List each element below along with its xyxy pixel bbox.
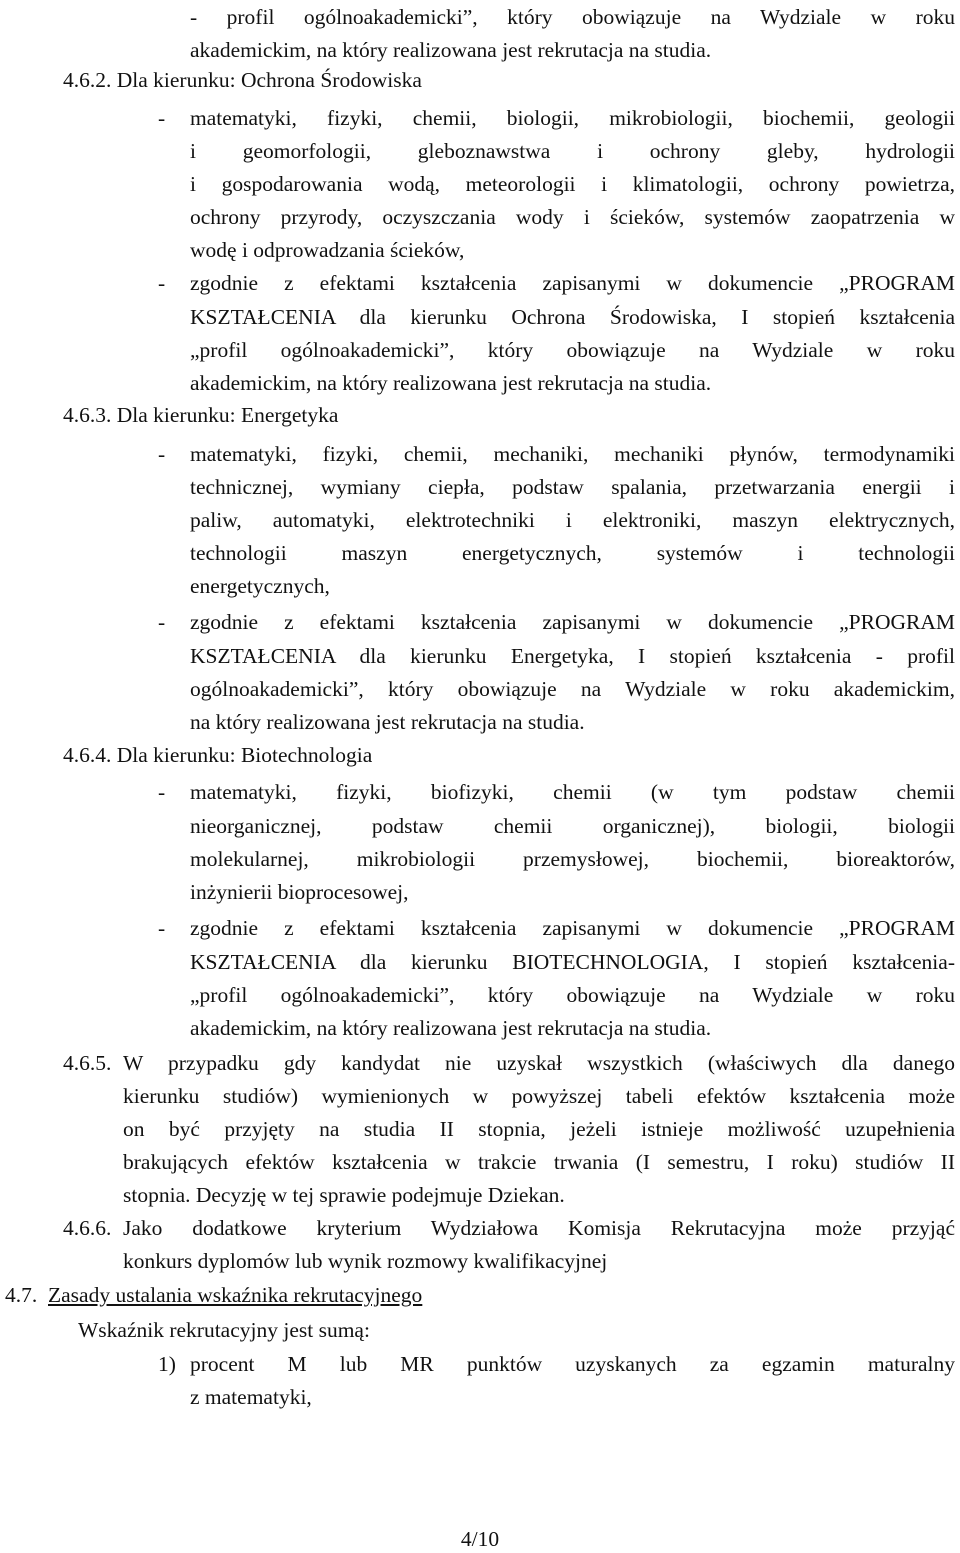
paragraph-number: 4.6.6. [63,1216,112,1240]
text-line: procent M lub MR punktów uzyskanych za egzamin maturalny [190,1352,955,1376]
text-line: konkurs dyplomów lub wynik rozmowy kwalifikacyjnej [123,1249,608,1273]
text-line: ochrony przyrody, oczyszczania wody i ścieków, systemów zaopatrzenia w [190,205,955,229]
section-number: 4.7. [5,1283,38,1307]
text-line: stopnia. Decyzję w tej sprawie podejmuje Dziekan. [123,1183,565,1207]
text-line: nieorganicznej, podstaw chemii organicznej), biologii, biologii [190,814,955,838]
text-line: „profil ogólnoakademicki”, który obowiązuje na Wydziale w roku [190,983,955,1007]
list-number: 1) [158,1352,176,1376]
text-line: na który realizowana jest rekrutacja na studia. [190,710,585,734]
text-line: brakujących efektów kształcenia w trakcie trwania (I semestru, I roku) studiów II [123,1150,955,1174]
list-bullet: - [158,780,166,804]
text-line: akademickim, na który realizowana jest rekrutacja na studia. [190,1016,712,1040]
text-line: Jako dodatkowe kryterium Wydziałowa Komisja Rekrutacyjna może przyjąć [123,1216,955,1240]
text-line: technicznej, wymiany ciepła, podstaw spalania, przetwarzania energii i [190,475,955,499]
text-line: akademickim, na który realizowana jest rekrutacja na studia. [190,371,712,395]
list-bullet: - [158,610,166,634]
text-line: KSZTAŁCENIA dla kierunku Energetyka, I stopień kształcenia - profil [190,644,955,668]
text-line: „profil ogólnoakademicki”, który obowiązuje na Wydziale w roku [190,338,955,362]
text-line: akademickim, na który realizowana jest rekrutacja na studia. [190,38,712,62]
text-line: zgodnie z efektami kształcenia zapisanymi w dokumencie „PROGRAM [190,271,955,295]
text-line: matematyki, fizyki, chemii, mechaniki, mechaniki płynów, termodynamiki [190,442,955,466]
text-line: wodę i odprowadzania ścieków, [190,238,465,262]
list-bullet: - [158,106,166,130]
text-line: i geomorfologii, gleboznawstwa i ochrony gleby, hydrologii [190,139,955,163]
list-bullet: - [158,271,166,295]
text-line: on być przyjęty na studia II stopnia, jeżeli istnieje możliwość uzupełnienia [123,1117,955,1141]
text-line: W przypadku gdy kandydat nie uzyskał wszystkich (właściwych dla danego [123,1051,955,1075]
text-line: energetycznych, [190,574,330,598]
text-line: paliw, automatyki, elektrotechniki i elektroniki, maszyn elektrycznych, [190,508,955,532]
text-line: - profil ogólnoakademicki”, który obowiązuje na Wydziale w roku [190,5,955,29]
text-line: matematyki, fizyki, chemii, biologii, mikrobiologii, biochemii, geologii [190,106,955,130]
paragraph-number: 4.6.5. [63,1051,112,1075]
section-title: Zasady ustalania wskaźnika rekrutacyjnego [48,1283,423,1307]
text-line: Wskaźnik rekrutacyjny jest sumą: [78,1318,370,1342]
text-line: ogólnoakademicki”, który obowiązuje na Wydziale w roku akademickim, [190,677,955,701]
text-line: KSZTAŁCENIA dla kierunku BIOTECHNOLOGIA, I stopień kształcenia- [190,950,955,974]
text-line: zgodnie z efektami kształcenia zapisanymi w dokumencie „PROGRAM [190,610,955,634]
list-bullet: - [158,442,166,466]
text-line: i gospodarowania wodą, meteorologii i klimatologii, ochrony powietrza, [190,172,955,196]
text-line: z matematyki, [190,1385,312,1409]
text-line: kierunku studiów) wymienionych w powyższej tabeli efektów kształcenia może [123,1084,955,1108]
section-heading: 4.6.4. Dla kierunku: Biotechnologia [63,743,373,767]
list-bullet: - [158,916,166,940]
text-line: matematyki, fizyki, biofizyki, chemii (w tym podstaw chemii [190,780,955,804]
text-line: zgodnie z efektami kształcenia zapisanymi w dokumencie „PROGRAM [190,916,955,940]
text-line: inżynierii bioprocesowej, [190,880,409,904]
text-line: technologii maszyn energetycznych, systemów i technologii [190,541,955,565]
text-line: molekularnej, mikrobiologii przemysłowej, biochemii, bioreaktorów, [190,847,955,871]
section-heading: 4.6.3. Dla kierunku: Energetyka [63,403,339,427]
text-line: KSZTAŁCENIA dla kierunku Ochrona Środowiska, I stopień kształcenia [190,305,955,329]
section-heading: 4.6.2. Dla kierunku: Ochrona Środowiska [63,68,422,92]
page-number: 4/10 [460,1527,500,1551]
